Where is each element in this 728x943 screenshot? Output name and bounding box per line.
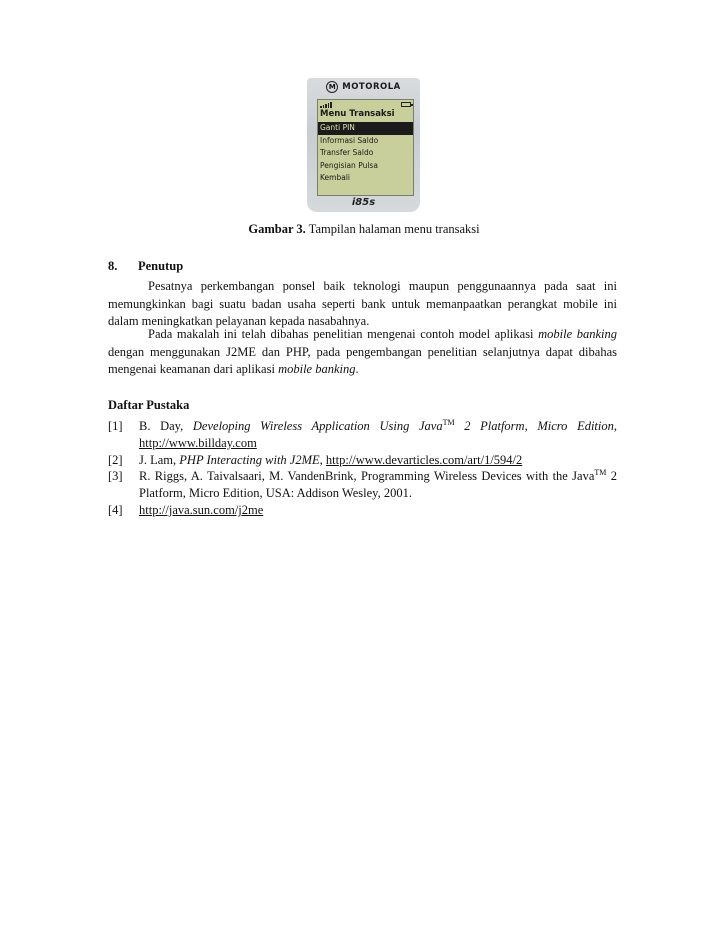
paragraph-2-text-b: dengan menggunakan J2ME dan PHP, pada pengembangan penelitian selanjutnya dapat dibahas mengenai keamanan dari aplikasi [108, 344, 617, 376]
screen-title: Menu Transaksi [320, 109, 395, 119]
figure-caption [0, 222, 728, 237]
reference-1 [108, 418, 617, 452]
menu-item-ganti-pin[interactable]: Ganti PIN [318, 122, 413, 135]
reference-3-text: R. Riggs, A. Taivalsaari, M. VandenBrink, Programming Wireless Devices with the Java [139, 469, 595, 483]
phone-figure [307, 78, 420, 212]
reference-3-tm: TM [594, 467, 607, 477]
section-heading [108, 259, 183, 274]
reference-3 [108, 468, 617, 502]
references-title: Daftar Pustaka [108, 398, 190, 412]
reference-2-title: PHP Interacting with J2ME [179, 453, 320, 467]
menu-item-kembali[interactable]: Kembali [320, 173, 350, 182]
section-title: Penutup [138, 259, 184, 273]
reference-3-text-cont: 2 Platform, Micro Edition, USA: Addison Wesley, 2001. [139, 469, 618, 500]
reference-4 [108, 502, 617, 519]
figure-caption-label: Gambar 3. [248, 222, 306, 236]
reference-1-tm: TM [442, 417, 455, 427]
reference-1-link[interactable]: http://www.billday.com [139, 436, 257, 450]
menu-item-informasi-saldo[interactable]: Informasi Saldo [320, 135, 379, 145]
phone-brand-bar [307, 80, 420, 94]
phone-model-label: i85s [351, 197, 376, 208]
motorola-logo-icon: M [326, 81, 338, 93]
reference-1-author: B. Day, [139, 419, 193, 433]
reference-2-author: J. Lam, [139, 453, 180, 467]
reference-4-label: [4] [108, 503, 123, 517]
reference-3-label: [3] [108, 469, 123, 483]
reference-4-link[interactable]: http://java.sun.com/j2me [139, 503, 264, 517]
phone-brand-text: MOTOROLA [342, 82, 401, 92]
menu-item-pengisian-pulsa[interactable]: Pengisian Pulsa [320, 160, 378, 170]
figure-caption-text: Tampilan halaman menu transaksi [305, 222, 480, 236]
paragraph-2-emph-a: mobile banking [538, 327, 617, 341]
reference-1-sep: , [613, 419, 617, 433]
battery-icon [401, 102, 411, 107]
paragraph-2-text-a: Pada makalah ini telah dibahas penelitian mengenai contoh model aplikasi [148, 327, 539, 341]
reference-2-link[interactable]: http://www.devarticles.com/art/1/594/2 [325, 453, 523, 467]
phone-status-bar [320, 101, 411, 109]
reference-2 [108, 452, 617, 469]
paragraph-1: Pesatnya perkembangan ponsel baik teknologi maupun penggunaannya pada saat ini memungkinkan bagi suatu badan usaha seperti bank untuk memanpaatkan perangkat mobile ini dalam meningkatkan pelayanan kepada nasabahnya. [108, 279, 617, 328]
reference-2-label: [2] [108, 453, 123, 467]
reference-1-title: Developing Wireless Application Using Java [192, 419, 443, 433]
section-number: 8. [108, 259, 118, 273]
paragraph-2 [108, 326, 617, 379]
signal-strength-icon [320, 102, 332, 108]
reference-1-title-cont: 2 Platform, Micro Edition [454, 419, 614, 433]
paragraph-2-emph-b: mobile banking [278, 362, 356, 376]
reference-1-label: [1] [108, 419, 123, 433]
reference-2-sep: , [319, 453, 326, 467]
paragraph-2-text-c: . [355, 362, 359, 376]
transaction-menu [318, 122, 413, 185]
menu-item-transfer-saldo[interactable]: Transfer Saldo [320, 148, 374, 157]
phone-screen [317, 99, 414, 196]
